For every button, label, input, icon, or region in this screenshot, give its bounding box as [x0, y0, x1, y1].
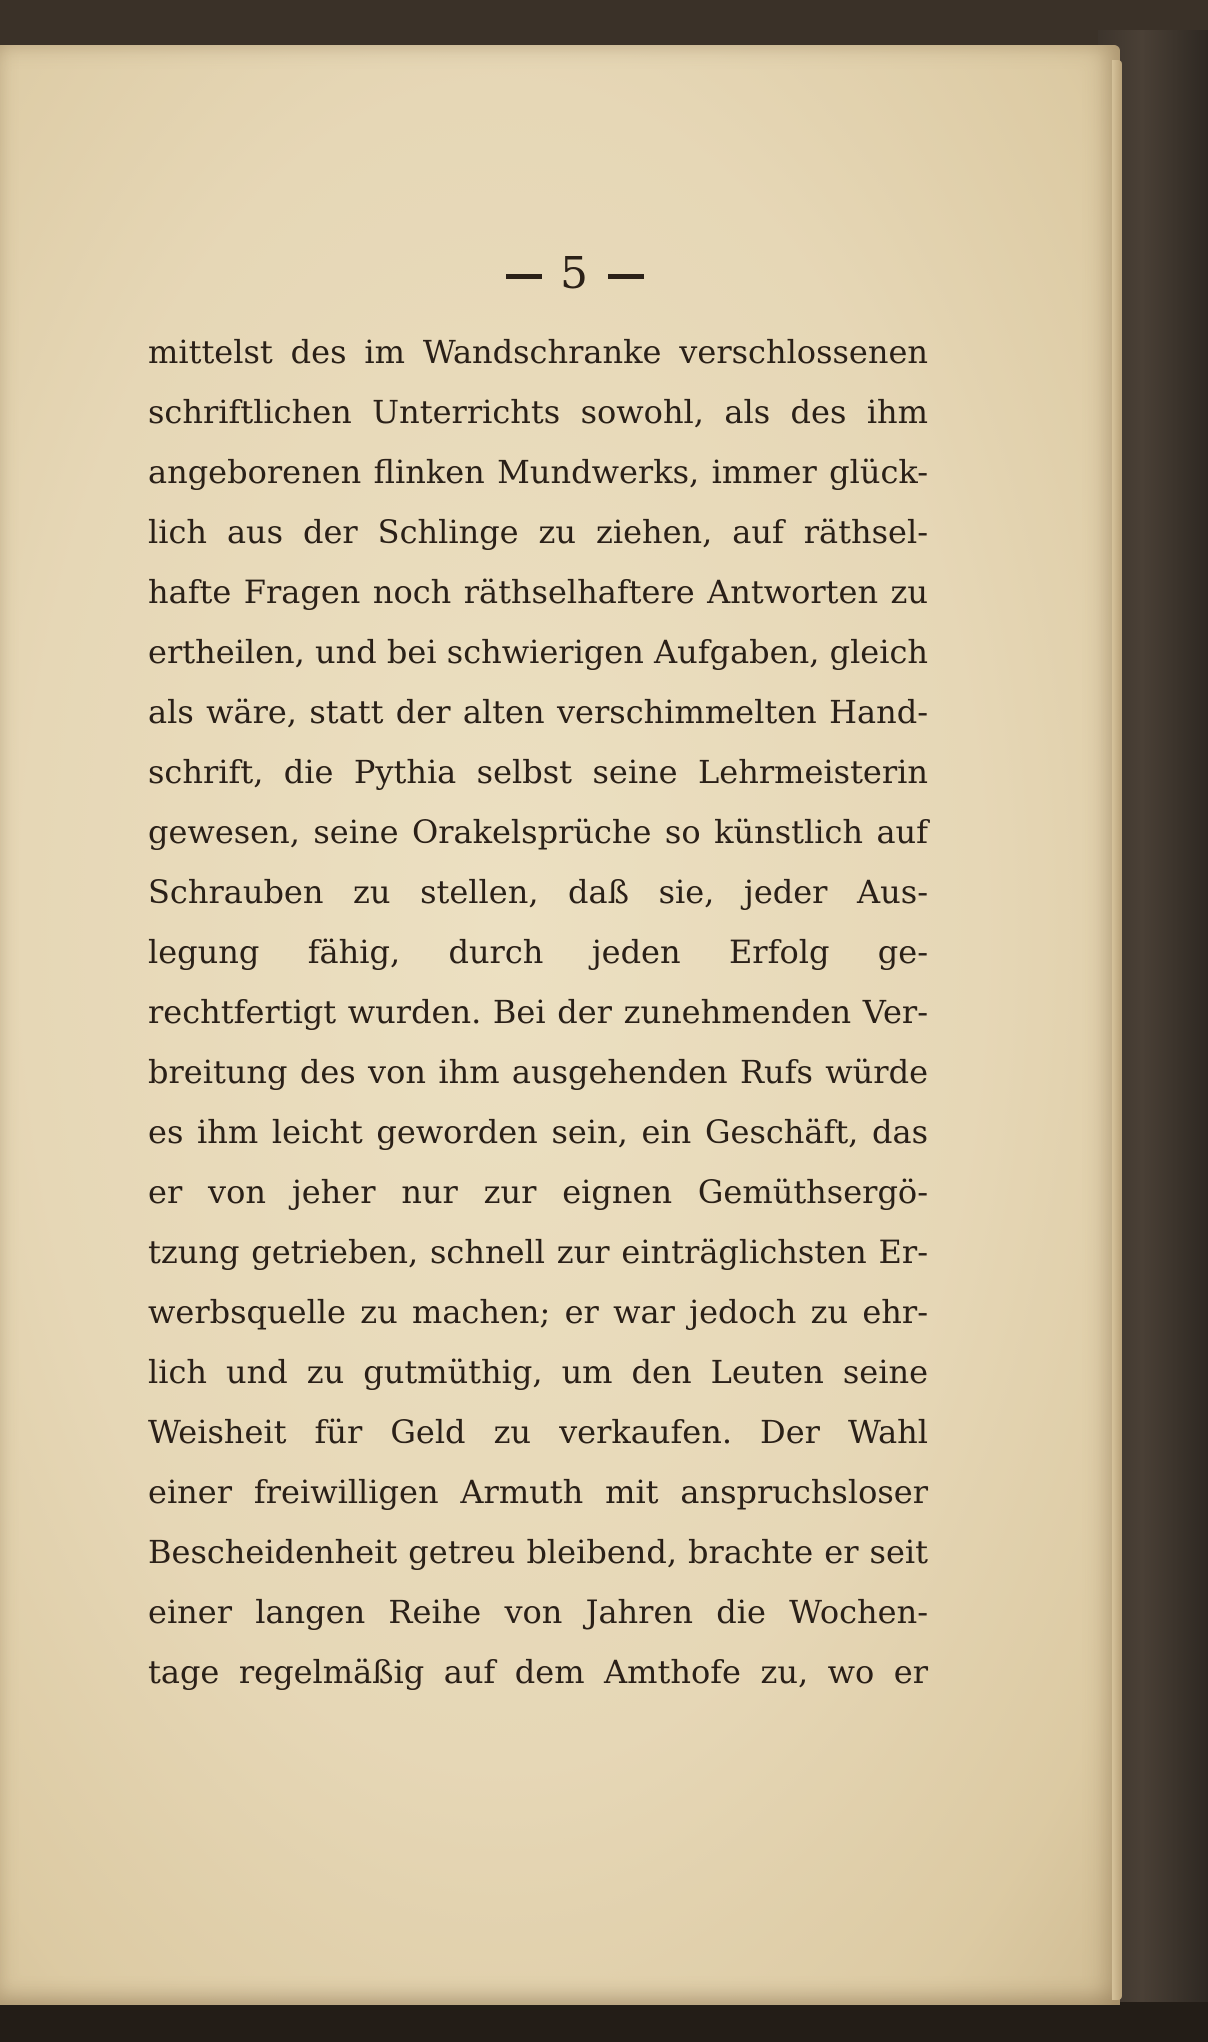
text-line: tage regelmäßig auf dem Amthofe zu, wo er	[148, 1653, 928, 1691]
text-line: Schrauben zu stellen, daß sie, jeder Aus-	[148, 873, 928, 911]
text-line: rechtfertigt wurden. Bei der zunehmenden Ver-	[148, 993, 928, 1031]
text-line: einer freiwilligen Armuth mit anspruchsloser	[148, 1473, 928, 1511]
text-line: legung fähig, durch jeden Erfolg ge-	[148, 933, 928, 971]
text-line: lich aus der Schlinge zu ziehen, auf räthsel-	[148, 513, 928, 551]
text-line: er von jeher nur zur eignen Gemüthsergö-	[148, 1173, 928, 1211]
page-number: 5	[560, 248, 590, 299]
body-text	[148, 322, 928, 1702]
text-line: lich und zu gutmüthig, um den Leuten seine	[148, 1353, 928, 1391]
text-line: einer langen Reihe von Jahren die Wochen-	[148, 1593, 928, 1631]
header-dash-left	[506, 274, 542, 279]
text-line: schriftlichen Unterrichts sowohl, als des ihm	[148, 393, 928, 431]
text-line: mittelst des im Wandschranke verschlossenen	[148, 333, 928, 371]
text-line: tzung getrieben, schnell zur einträglichsten Er-	[148, 1233, 928, 1271]
text-line: ertheilen, und bei schwierigen Aufgaben, gleich	[148, 633, 928, 671]
text-line: breitung des von ihm ausgehenden Rufs würde	[148, 1053, 928, 1091]
text-line: Bescheidenheit getreu bleibend, brachte er seit	[148, 1533, 928, 1571]
text-line: angeborenen flinken Mundwerks, immer glück-	[148, 453, 928, 491]
page-edge	[1112, 60, 1122, 2000]
text-line: gewesen, seine Orakelsprüche so künstlich auf	[148, 813, 928, 851]
text-line: als wäre, statt der alten verschimmelten Hand-	[148, 693, 928, 731]
text-line: hafte Fragen noch räthselhaftere Antworten zu	[148, 573, 928, 611]
text-line: werbsquelle zu machen; er war jedoch zu ehr-	[148, 1293, 928, 1331]
background-surface	[0, 2002, 1208, 2042]
page-header	[0, 248, 1150, 299]
header-dash-right	[608, 274, 644, 279]
text-line: es ihm leicht geworden sein, ein Geschäft, das	[148, 1113, 928, 1151]
text-line: schrift, die Pythia selbst seine Lehrmeisterin	[148, 753, 928, 791]
text-line: Weisheit für Geld zu verkaufen. Der Wahl	[148, 1413, 928, 1451]
